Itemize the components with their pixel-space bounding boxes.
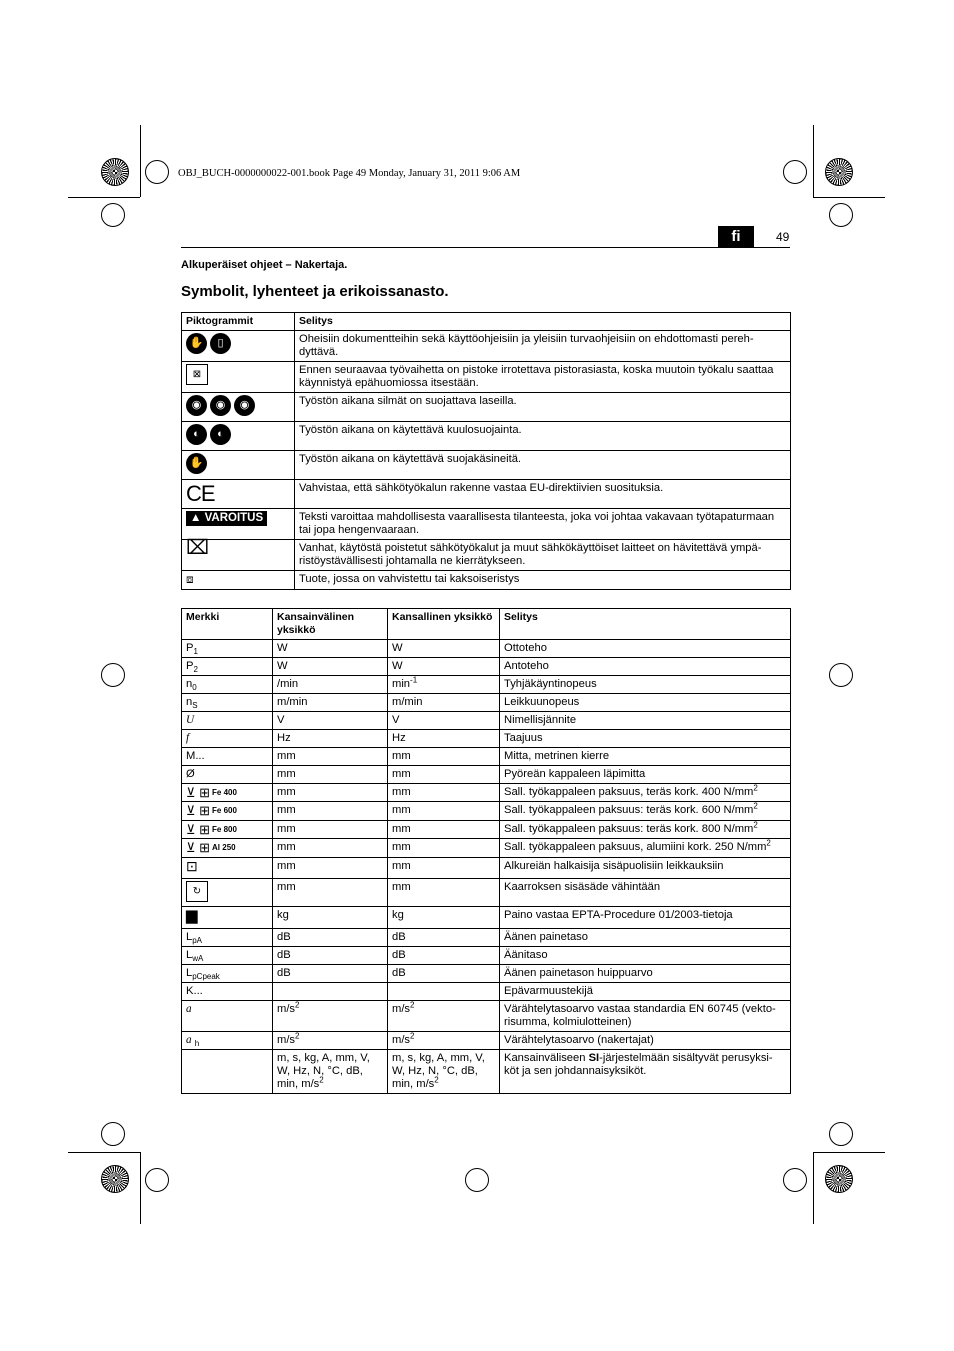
description-cell: Äänitaso xyxy=(500,946,791,964)
table-row xyxy=(182,393,791,422)
intl-unit-cell: mm xyxy=(273,802,388,820)
intl-unit-cell: mm xyxy=(273,766,388,784)
symbol-cell: K... xyxy=(182,982,273,1000)
intl-unit-cell: mm xyxy=(273,748,388,766)
pictogram-cell xyxy=(182,571,295,590)
table-header-row xyxy=(182,313,791,331)
intl-unit-cell: mm xyxy=(273,857,388,878)
table-row xyxy=(182,422,791,451)
table-row xyxy=(182,1049,791,1093)
description-cell: Kaarroksen sisäsäde vähintään xyxy=(500,878,791,906)
warning-badge xyxy=(186,511,267,526)
rosette-mark xyxy=(101,158,129,186)
pictogram-cell xyxy=(182,509,295,540)
table-row xyxy=(182,509,791,540)
header-rule xyxy=(181,247,790,248)
table-row xyxy=(182,906,791,928)
table-row xyxy=(182,640,791,658)
crop-mark xyxy=(68,197,140,198)
description-cell: Epävarmuustekijä xyxy=(500,982,791,1000)
symbol-cell: ⊻ ⊞ Fe 400 xyxy=(182,784,273,802)
crop-mark xyxy=(813,125,814,197)
document-subtitle: Alkuperäiset ohjeet – Nakertaja. xyxy=(181,259,348,271)
national-unit-cell: mm xyxy=(388,857,500,878)
description-cell: Sall. työkappaleen paksuus: teräs kork. 800 $N/mm^2$ xyxy=(500,820,791,838)
table-row xyxy=(182,694,791,712)
intl-unit-cell: mm xyxy=(273,878,388,906)
symbol-cell: ⊻ ⊞ Al 250 xyxy=(182,839,273,857)
symbol-cell: $L_{pCpeak}$ xyxy=(182,964,273,982)
crop-mark xyxy=(140,1152,141,1224)
description-cell: Paino vastaa EPTA-Procedure 01/2003-tietoja xyxy=(500,906,791,928)
symbol-cell: f xyxy=(182,730,273,748)
description-cell: Äänen painetason huippuarvo xyxy=(500,964,791,982)
manual-icon: ✋ xyxy=(186,333,207,354)
crop-mark xyxy=(813,1152,814,1224)
symbol-cell: M... xyxy=(182,748,273,766)
description-cell: Mitta, metrinen kierre xyxy=(500,748,791,766)
intl-unit-cell: mm xyxy=(273,820,388,838)
crosshair-mark xyxy=(101,663,125,687)
thickness-icon: ⊻ ⊞ xyxy=(186,785,211,800)
description-cell: Sall. työkappaleen paksuus: teräs kork. 600 $N/mm^2$ xyxy=(500,802,791,820)
ear-protection-icon: ◐ xyxy=(210,424,231,445)
intl-unit-cell: $m/s^2$ xyxy=(273,1031,388,1049)
crosshair-mark xyxy=(829,1122,853,1146)
intl-unit-cell: W xyxy=(273,640,388,658)
crosshair-mark xyxy=(101,1122,125,1146)
national-unit-cell: mm xyxy=(388,766,500,784)
description-cell: Alkureiän halkaisija sisäpuolisiin leikkauksiin xyxy=(500,857,791,878)
symbol-cell: $L_{wA}$ xyxy=(182,946,273,964)
description-cell: Pyöreän kappaleen läpimitta xyxy=(500,766,791,784)
page-number: 49 xyxy=(776,230,790,244)
thickness-icon: ⊻ ⊞ xyxy=(186,840,211,856)
symbol-cell xyxy=(182,906,273,928)
units-table xyxy=(181,608,791,1094)
language-tab: fi xyxy=(718,226,754,247)
pictogram-table xyxy=(181,312,791,590)
book-info-line: OBJ_BUCH-0000000022-001.book Page 49 Monday, January 31, 2011 9:06 AM xyxy=(178,168,521,179)
table-row xyxy=(182,748,791,766)
description-cell: Äänen painetaso xyxy=(500,928,791,946)
national-unit-cell: dB xyxy=(388,928,500,946)
national-unit-cell: kg xyxy=(388,906,500,928)
column-header: Selitys xyxy=(295,313,791,331)
symbol-cell xyxy=(182,878,273,906)
plug-icon: ⊠ xyxy=(186,364,208,385)
column-header: Kansallinen yksikkö xyxy=(388,609,500,640)
intl-unit-cell: m, s, kg, A, mm, V, W, Hz, N, °C, dB, min, $m/s^2$ xyxy=(273,1049,388,1093)
crosshair-mark xyxy=(783,160,807,184)
pictogram-cell xyxy=(182,451,295,480)
national-unit-cell: mm xyxy=(388,820,500,838)
description-cell: Työstön aikana on käytettävä suojakäsineitä. xyxy=(295,451,791,480)
table-row xyxy=(182,676,791,694)
symbol-cell: $n_S$ xyxy=(182,694,273,712)
pictogram-cell xyxy=(182,331,295,362)
national-unit-cell: Hz xyxy=(388,730,500,748)
warning-label: VAROITUS xyxy=(204,512,264,524)
table-row xyxy=(182,802,791,820)
table-row xyxy=(182,982,791,1000)
national-unit-cell: dB xyxy=(388,946,500,964)
rosette-mark xyxy=(101,1165,129,1193)
face-shield-icon: ◉ xyxy=(210,395,231,416)
crosshair-mark xyxy=(101,203,125,227)
symbol-cell: ⊻ ⊞ Fe 600 xyxy=(182,802,273,820)
national-unit-cell: dB xyxy=(388,964,500,982)
crosshair-mark xyxy=(145,160,169,184)
table-row xyxy=(182,928,791,946)
ce-mark: CE xyxy=(186,481,215,506)
crosshair-mark xyxy=(465,1168,489,1192)
table-row xyxy=(182,480,791,509)
intl-unit-cell: m/min xyxy=(273,694,388,712)
weight-icon: ▆ xyxy=(186,906,198,924)
intl-unit-cell: dB xyxy=(273,964,388,982)
symbol-cell: Ø xyxy=(182,766,273,784)
column-header: Kansainvälinen yksikkö xyxy=(273,609,388,640)
description-cell: Leikkuunopeus xyxy=(500,694,791,712)
rosette-mark xyxy=(825,158,853,186)
table-row xyxy=(182,839,791,857)
intl-unit-cell: dB xyxy=(273,928,388,946)
crop-mark xyxy=(140,125,141,197)
crop-mark xyxy=(813,197,885,198)
table-row xyxy=(182,1031,791,1049)
description-cell: Nimellisjännite xyxy=(500,712,791,730)
goggles-icon: ◉ xyxy=(186,395,207,416)
intl-unit-cell: W xyxy=(273,658,388,676)
intl-unit-cell: $m/s^2$ xyxy=(273,1000,388,1031)
description-cell: Antoteho xyxy=(500,658,791,676)
gloves-icon: ✋ xyxy=(186,453,207,474)
description-cell: Ennen seuraavaa työvaihetta on pistoke irrotettava pistorasiasta, koska muutoin työkalu saattaa käynnistyä epähuomiossa itsestään. xyxy=(295,362,791,393)
description-cell: Värähtelytasoarvo vastaa standardia EN 60745 (vekto-risumma, kolmiulotteinen) xyxy=(500,1000,791,1031)
crosshair-mark xyxy=(783,1168,807,1192)
symbol-cell: $L_{pA}$ xyxy=(182,928,273,946)
book-icon: ▯ xyxy=(210,333,231,354)
crosshair-mark xyxy=(145,1168,169,1192)
symbol-cell: a $_h$ xyxy=(182,1031,273,1049)
pictogram-cell xyxy=(182,393,295,422)
table-row xyxy=(182,362,791,393)
symbol-cell: a xyxy=(182,1000,273,1031)
table-row xyxy=(182,857,791,878)
description-cell: Taajuus xyxy=(500,730,791,748)
thickness-icon: ⊻ ⊞ xyxy=(186,821,211,837)
national-unit-cell: mm xyxy=(388,784,500,802)
symbol-cell: ⊻ ⊞ Fe 800 xyxy=(182,820,273,838)
pictogram-cell xyxy=(182,480,295,509)
description-cell: Työstön aikana on käytettävä kuulosuojainta. xyxy=(295,422,791,451)
national-unit-cell: m, s, kg, A, mm, V, W, Hz, N, °C, dB, min, $m/s^2$ xyxy=(388,1049,500,1093)
thickness-icon: ⊻ ⊞ xyxy=(186,803,211,819)
table-row xyxy=(182,820,791,838)
pictogram-cell xyxy=(182,362,295,393)
description-cell: Sall. työkappaleen paksuus, teräs kork. 400 $N/mm^2$ xyxy=(500,784,791,802)
intl-unit-cell: mm xyxy=(273,784,388,802)
description-cell: Värähtelytasoarvo (nakertajat) xyxy=(500,1031,791,1049)
intl-unit-cell: Hz xyxy=(273,730,388,748)
pictogram-cell xyxy=(182,422,295,451)
national-unit-cell: W xyxy=(388,658,500,676)
description-cell: Ottoteho xyxy=(500,640,791,658)
description-cell: Tyhjäkäyntinopeus xyxy=(500,676,791,694)
intl-unit-cell: dB xyxy=(273,946,388,964)
intl-unit-cell xyxy=(273,982,388,1000)
national-unit-cell: $m/s^2$ xyxy=(388,1000,500,1031)
table-row xyxy=(182,766,791,784)
description-cell: Vanhat, käytöstä poistetut sähkötyökalut ja muut sähkökäyttöiset laitteet on hävitettävä ympä-ristöystävällisesti johtamalla ne kierrätykseen. xyxy=(295,540,791,571)
national-unit-cell: mm xyxy=(388,878,500,906)
description-cell: Kansainväliseen SI-järjestelmään sisältyvät perusyksi-köt ja sen johdannaisyksiköt. xyxy=(500,1049,791,1093)
table-row xyxy=(182,712,791,730)
table-row xyxy=(182,730,791,748)
rosette-mark xyxy=(825,1165,853,1193)
table-row xyxy=(182,451,791,480)
section-title: Symbolit, lyhenteet ja erikoissanasto. xyxy=(181,283,449,300)
description-cell: Teksti varoittaa mahdollisesta vaarallisesta tilanteesta, joka voi johtaa vakavaan työtapaturmaan tai jopa hengenvaaraan. xyxy=(295,509,791,540)
symbol-cell xyxy=(182,1049,273,1093)
intl-unit-cell: mm xyxy=(273,839,388,857)
intl-unit-cell: /min xyxy=(273,676,388,694)
table-row xyxy=(182,878,791,906)
table-row xyxy=(182,1000,791,1031)
crop-mark xyxy=(68,1152,140,1153)
description-cell: Oheisiin dokumentteihin sekä käyttöohjeisiin ja yleisiin turvaohjeisiin on ehdottomasti pereh-dyttävä. xyxy=(295,331,791,362)
symbol-cell: U xyxy=(182,712,273,730)
national-unit-cell: $\min^{-1}$ xyxy=(388,676,500,694)
curve-radius-icon: ↻ xyxy=(186,881,208,902)
warning-triangle-icon: ▲ xyxy=(190,512,202,524)
double-insulation-icon: ⧈ xyxy=(186,572,194,586)
intl-unit-cell: V xyxy=(273,712,388,730)
crossed-bin-icon: ⌧ xyxy=(186,537,210,559)
description-cell: Sall. työkappaleen paksuus, alumiini kork. 250 $N/mm^2$ xyxy=(500,839,791,857)
national-unit-cell: $m/s^2$ xyxy=(388,1031,500,1049)
table-header-row xyxy=(182,609,791,640)
table-row xyxy=(182,571,791,590)
national-unit-cell: mm xyxy=(388,839,500,857)
pictogram-cell xyxy=(182,537,295,571)
column-header: Merkki xyxy=(182,609,273,640)
safety-glasses-icon: ◉ xyxy=(234,395,255,416)
column-header: Selitys xyxy=(500,609,791,640)
crop-mark xyxy=(813,1152,885,1153)
national-unit-cell: V xyxy=(388,712,500,730)
national-unit-cell xyxy=(388,982,500,1000)
column-header: Piktogrammit xyxy=(182,313,295,331)
crosshair-mark xyxy=(829,663,853,687)
symbol-cell: $n_0$ xyxy=(182,676,273,694)
national-unit-cell: mm xyxy=(388,802,500,820)
table-row xyxy=(182,946,791,964)
national-unit-cell: W xyxy=(388,640,500,658)
national-unit-cell: m/min xyxy=(388,694,500,712)
table-row xyxy=(182,331,791,362)
symbol-cell: $P_2$ xyxy=(182,658,273,676)
symbol-cell: $P_1$ xyxy=(182,640,273,658)
crosshair-mark xyxy=(829,203,853,227)
table-row xyxy=(182,540,791,571)
intl-unit-cell: kg xyxy=(273,906,388,928)
symbol-cell xyxy=(182,857,273,878)
description-cell: Tuote, jossa on vahvistettu tai kaksoiseristys xyxy=(295,571,791,590)
table-row xyxy=(182,658,791,676)
pilot-hole-icon: ⊡ xyxy=(186,857,198,874)
table-row xyxy=(182,964,791,982)
table-row xyxy=(182,784,791,802)
national-unit-cell: mm xyxy=(388,748,500,766)
description-cell: Vahvistaa, että sähkötyökalun rakenne vastaa EU-direktiivien suosituksia. xyxy=(295,480,791,509)
ear-protection-icon: ◐ xyxy=(186,424,207,445)
description-cell: Työstön aikana silmät on suojattava laseilla. xyxy=(295,393,791,422)
